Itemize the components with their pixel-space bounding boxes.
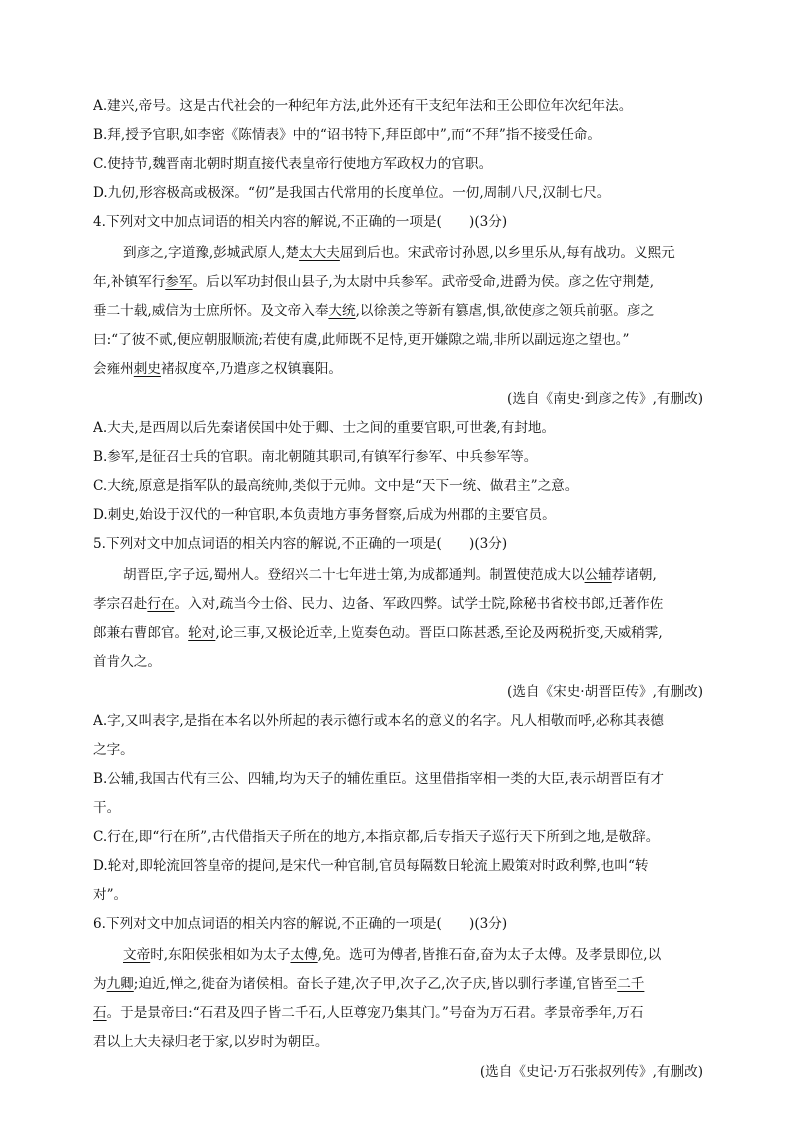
passage-line — [123, 945, 703, 965]
dotted-term: 文帝 — [123, 947, 151, 963]
dotted-term: 大统 — [328, 303, 356, 319]
text-segment: 曰:“了彼不贰,便应朝服顺流;若使有虞,此师既不足恃,更开嫌隙之端,非所以副远迩之望也。” — [93, 332, 630, 348]
dotted-term: 太大夫 — [299, 245, 340, 261]
passage-line — [93, 330, 703, 350]
text-segment: 胡晋臣,字子远,蜀州人。登绍兴二十七年进士第,为成都通判。制置使范成大以 — [123, 567, 585, 583]
dotted-term: 轮对 — [188, 625, 216, 641]
option-line: D.轮对,即轮流回答皇帝的提问,是宋代一种官制,官员每隔数日轮流上殿策对时政利弊,也叫“转 — [93, 858, 649, 874]
passage-line — [93, 623, 703, 643]
passage-line — [93, 301, 703, 321]
text-segment: 年,补镇军行 — [93, 274, 166, 290]
option-line: A.大夫,是西周以后先秦诸侯国中处于卿、士之间的重要官职,可世袭,有封地。 — [93, 420, 556, 436]
text-segment: 会雍州 — [93, 361, 134, 377]
text-segment: ,免。选可为傅者,皆推石奋,奋为太子太傅。及孝景即位,以 — [317, 947, 662, 963]
option-line: A.字,又叫表字,是指在本名以外所起的表示德行或本名的意义的名字。凡人相敬而呼,必称其表德 — [93, 713, 664, 729]
passage-line — [123, 243, 703, 263]
dotted-term: 参军 — [165, 274, 193, 290]
dotted-term: 行在 — [147, 596, 175, 612]
option-line: B.拜,授予官职,如李密《陈情表》中的“诏书特下,拜臣郎中”,而“不拜”指不接受任命。 — [93, 127, 601, 143]
passage-line — [93, 1032, 703, 1052]
text-segment: ,论三事,又极论近幸,上览奏色动。晋臣口陈甚悉,至论及两税折变,天威稍霁, — [215, 625, 663, 641]
option-line: C.行在,即“行在所”,古代借指天子所在的地方,本指京都,后专指天子巡行天下所到之地,是敬辞。 — [93, 829, 660, 845]
text-segment: ,以徐羡之等新有篡虐,惧,欲使彦之领兵前驱。彦之 — [355, 303, 655, 319]
option-line: D.九仞,形容极高或极深。“仞”是我国古代常用的长度单位。一仞,周制八尺,汉制七尺。 — [93, 185, 611, 201]
text-segment: 褚叔度卒,乃遣彦之权镇襄阳。 — [160, 361, 343, 377]
text-segment: 。于是景帝曰:“石君及四子皆二千石,人臣尊宠乃集其门。”号奋为万石君。孝景帝季年,万石 — [106, 1005, 644, 1021]
passage-line — [123, 565, 703, 585]
option-line: C.大统,原意是指军队的最高统帅,类似于元帅。文中是“天下一统、做君主”之意。 — [93, 478, 579, 494]
passage-line — [93, 359, 703, 379]
option-line: 之字。 — [93, 742, 134, 758]
text-segment: 时,东阳侯张相如为太子 — [150, 947, 291, 963]
text-segment: 垂二十载,威信为士庶所怀。及文帝入奉 — [93, 303, 329, 319]
text-segment: ;迫近,惮之,徙奋为诸侯相。奋长子建,次子甲,次子乙,次子庆,皆以驯行孝谨,官皆至 — [133, 976, 618, 992]
dotted-term: 公辅 — [584, 567, 612, 583]
option-line: 干。 — [93, 800, 121, 816]
source-citation: (选自《史记·万石张叔列传》,有删改) — [479, 1064, 703, 1080]
dotted-term: 九卿 — [106, 976, 134, 992]
passage-line — [93, 652, 703, 672]
text-segment: 郎兼右曹郎官。 — [93, 625, 189, 641]
option-line: A.建兴,帝号。这是古代社会的一种纪年方法,此外还有干支纪年法和王公即位年次纪年法。 — [93, 98, 633, 114]
text-segment: 荐诸朝, — [611, 567, 657, 583]
passage-line — [93, 594, 703, 614]
text-segment: 屈到后也。宋武帝讨孙恩,以乡里乐从,每有战功。义熙元 — [339, 245, 675, 261]
option-line: B.公辅,我国古代有三公、四辅,均为天子的辅佐重臣。这里借指宰相一类的大臣,表示胡晋臣有才 — [93, 771, 665, 787]
text-segment: 孝宗召赴 — [93, 596, 148, 612]
text-segment: 。入对,疏当今士俗、民力、边备、军政四弊。试学士院,除秘书省校书郎,迁著作佐 — [174, 596, 664, 612]
passage-line — [93, 272, 703, 292]
dotted-term: 太傅 — [290, 947, 318, 963]
passage-line — [93, 974, 703, 994]
text-segment: 首肯久之。 — [93, 654, 161, 670]
option-line: D.刺史,始设于汉代的一种官职,本负责地方事务督察,后成为州郡的主要官员。 — [93, 507, 556, 523]
source-citation: (选自《宋史·胡晋臣传》,有删改) — [507, 684, 703, 700]
question-stem: 4.下列对文中加点词语的相关内容的解说,不正确的一项是( )(3分) — [93, 214, 508, 230]
dotted-term: 刺史 — [133, 361, 161, 377]
text-segment: 到彦之,字道豫,彭城武原人,楚 — [123, 245, 300, 261]
text-segment: 。后以军功封佷山县子,为太尉中兵参军。武帝受命,进爵为侯。彦之佐守荆楚, — [192, 274, 655, 290]
question-stem: 5.下列对文中加点词语的相关内容的解说,不正确的一项是( )(3分) — [93, 536, 508, 552]
text-segment: 君以上大夫禄归老于家,以岁时为朝臣。 — [93, 1034, 329, 1050]
question-stem: 6.下列对文中加点词语的相关内容的解说,不正确的一项是( )(3分) — [93, 916, 508, 932]
source-citation: (选自《南史·到彦之传》,有删改) — [507, 391, 703, 407]
option-line: C.使持节,魏晋南北朝时期直接代表皇帝行使地方军政权力的官职。 — [93, 156, 493, 172]
option-line: 对”。 — [93, 887, 128, 903]
dotted-term: 二千 — [617, 976, 645, 992]
passage-line — [93, 1003, 703, 1023]
dotted-term: 石 — [93, 1005, 107, 1021]
text-segment: 为 — [93, 976, 107, 992]
option-line: B.参军,是征召士兵的官职。南北朝随其职司,有镇军行参军、中兵参军等。 — [93, 449, 538, 465]
